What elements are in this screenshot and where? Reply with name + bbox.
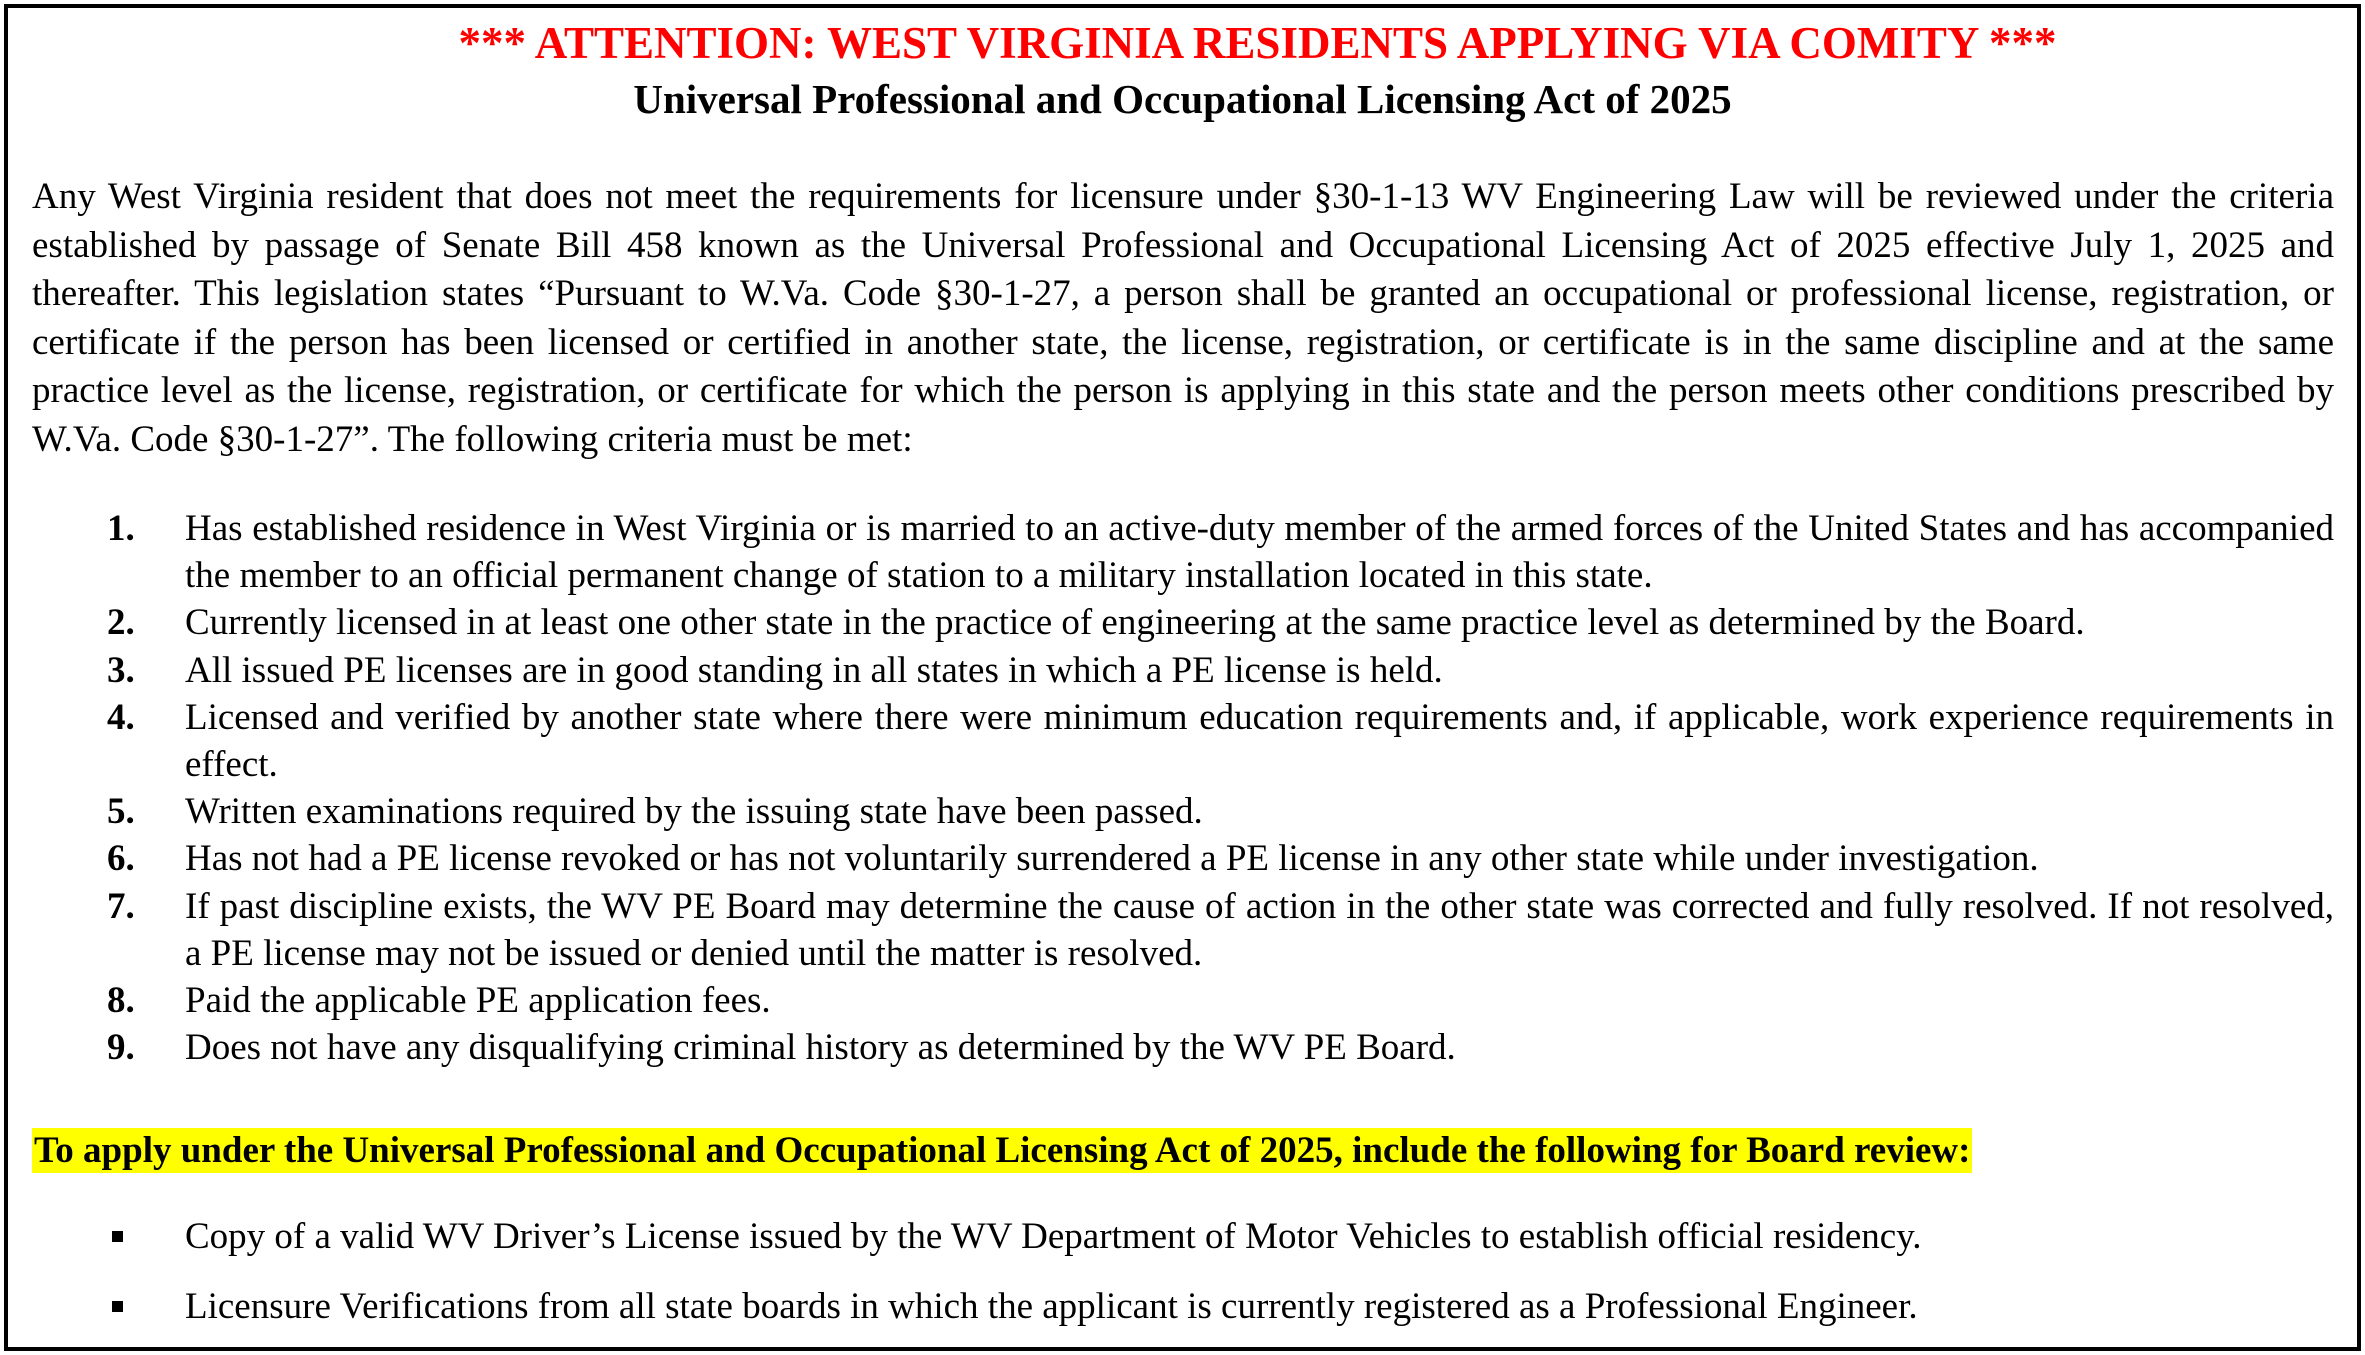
criteria-item — [32, 599, 2334, 646]
act-title: Universal Professional and Occupational Licensing Act of 2025 — [633, 76, 1732, 122]
criteria-text: Paid the applicable PE application fees. — [185, 980, 771, 1022]
criteria-item — [32, 1024, 2334, 1071]
criteria-item — [32, 883, 2334, 977]
square-bullet-icon — [112, 1301, 123, 1312]
criteria-item — [32, 788, 2334, 835]
square-bullet-icon — [112, 1231, 123, 1242]
criteria-number: 6. — [107, 838, 135, 880]
apply-heading — [32, 1125, 1972, 1177]
criteria-number: 4. — [107, 696, 135, 738]
apply-heading-text: To apply under the Universal Professional and Occupational Licensing Act of 2025, include the following for Board review: — [34, 1130, 1971, 1171]
intro-paragraph: Any West Virginia resident that does not meet the requirements for licensure under §30-1-13 WV Engineering Law will be reviewed under the criteria established by passage of Senate Bill 458 known as the Universal Professional and Occupational Licensing Act of 2025 effective July 1, 2025 and thereafter. This legislation states “Pursuant to W.Va. Code §30-1-27, a person shall be granted an occupational or professional license, registration, or certificate if the person has been licensed or certified in another state, the license, registration, or certificate is in the same discipline and at the same practice level as the license, registration, or certificate for which the person is applying in this state and the person meets other conditions prescribed by W.Va. Code §30-1-27”. The following criteria must be met: — [32, 176, 2334, 460]
criteria-number: 3. — [107, 649, 135, 691]
criteria-number: 2. — [107, 602, 135, 644]
criteria-text: If past discipline exists, the WV PE Board may determine the cause of action in the other state was corrected and fully resolved. If not resolved, a PE license may not be issued or denied until the matter is resolved. — [185, 885, 2334, 974]
requirements-list — [32, 1213, 2334, 1353]
criteria-text: Has established residence in West Virginia or is married to an active-duty member of the armed forces of the United States and has accompanied the member to an official permanent change of station to a military installation located in this state. — [185, 508, 2334, 597]
criteria-text: Currently licensed in at least one other state in the practice of engineering at the same practice level as determined by the Board. — [185, 602, 2085, 644]
criteria-text: Licensed and verified by another state where there were minimum education requirements and, if applicable, work experience requirements in effect. — [185, 696, 2334, 786]
criteria-text: All issued PE licenses are in good standing in all states in which a PE license is held. — [185, 649, 1443, 691]
criteria-item — [32, 505, 2334, 599]
criteria-list — [32, 505, 2334, 1071]
criteria-number: 8. — [107, 980, 135, 1022]
criteria-item — [32, 835, 2334, 882]
criteria-number: 9. — [107, 1027, 135, 1069]
criteria-item — [32, 694, 2334, 788]
requirement-item — [32, 1283, 2334, 1331]
criteria-text: Does not have any disqualifying criminal history as determined by the WV PE Board. — [185, 1027, 1456, 1069]
criteria-item — [32, 977, 2334, 1024]
criteria-number: 7. — [107, 885, 135, 927]
criteria-number: 5. — [107, 791, 135, 833]
criteria-item — [32, 647, 2334, 694]
requirement-item — [32, 1213, 2334, 1261]
criteria-number: 1. — [107, 508, 135, 549]
requirement-text: Licensure Verifications from all state boards in which the applicant is currently registered as a Professional Engineer. — [185, 1286, 1918, 1327]
criteria-text: Written examinations required by the issuing state have been passed. — [185, 791, 1203, 833]
requirement-text: Copy of a valid WV Driver’s License issued by the WV Department of Motor Vehicles to establish official residency. — [185, 1216, 1922, 1257]
attention-heading: *** ATTENTION: WEST VIRGINIA RESIDENTS APPLYING VIA COMITY *** — [458, 18, 2057, 68]
criteria-text: Has not had a PE license revoked or has not voluntarily surrendered a PE license in any other state while under investigation. — [185, 838, 2039, 880]
